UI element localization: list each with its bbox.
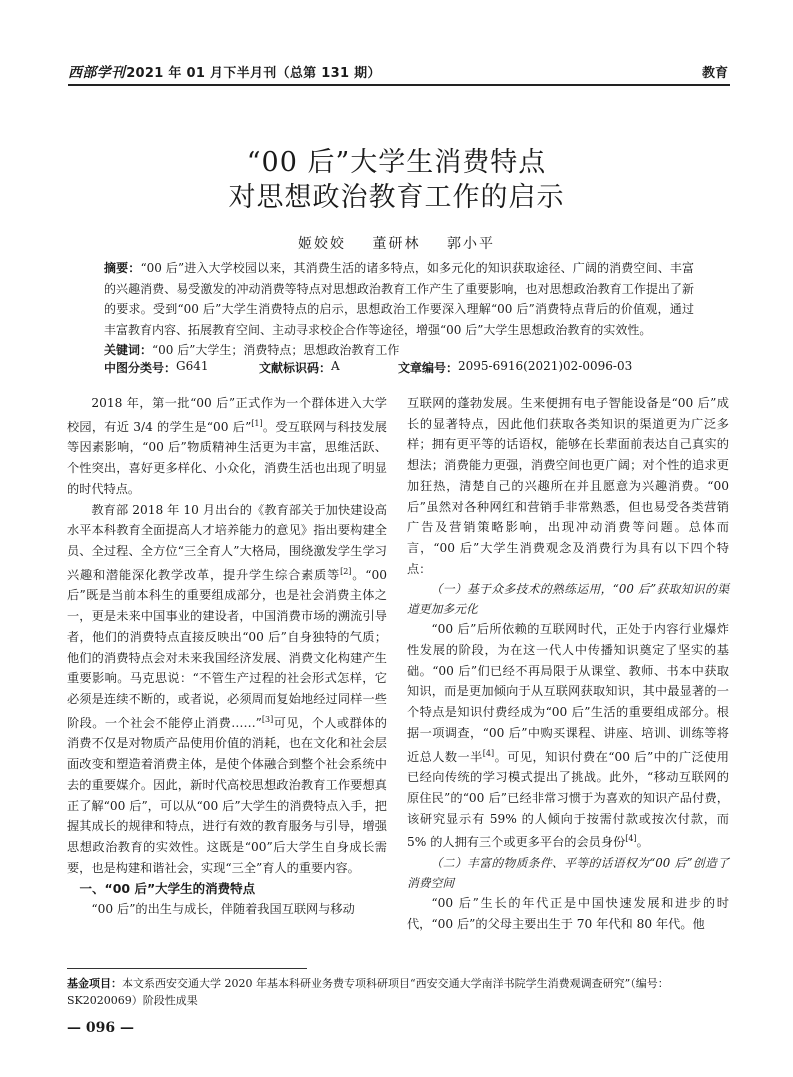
text-run: “00 后”后所依赖的互联网时代，正处于内容行业爆炸性发展的阶段，为在这一代人中传播知识奠定了坚实的基础。“00 后”们已经不再局限于从课堂、教师、书本中获取知识，而是更加倾向于从互联网获取知识，其中最显著的一个特点是知识付费经成为“00 后”生活的重要组成部分。根据一项调查，“00 后”中购买课程、讲座、培训、训练等将近总人数一半 — [407, 622, 729, 764]
paragraph — [67, 393, 387, 500]
paragraph — [67, 500, 387, 879]
keywords-text: “00 后”大学生；消费特点；思想政治教育工作 — [152, 343, 400, 357]
text-run: 。“00 后”既是当前本科生的重要组成部分，也是社会消费主体之一，更是未来中国事业的建设者，中国消费市场的溯流引导者，他们的消费特点直接反映出“00 后”自身独特的气质；他们的消费特点会对未来我国经济发展、消费文化构建产生重要影响。马克思说：“不管生产过程的社会形式怎样，它必须是连续不断的，或者说，必须周而复始地经过同样一些阶段。一个社会不能停止消费……” — [67, 567, 387, 730]
footnote-text: 本文系西安交通大学 2020 年基本科研业务费专项科研项目“西安交通大学南洋书院学生消费观调查研究”（编号：SK2020069）阶段性成果 — [67, 977, 669, 1007]
article-no-value: 2095-6916(2021)02-0096-03 — [458, 359, 633, 373]
article-no — [398, 359, 633, 376]
keywords-label: 关键词： — [104, 343, 153, 357]
abstract — [104, 258, 694, 340]
clc — [104, 359, 209, 376]
citation: [4] — [625, 834, 637, 844]
right-column — [407, 393, 729, 935]
citation: [1] — [251, 418, 263, 428]
abstract-text: “00 后”进入大学校园以来，其消费生活的诸多特点，如多元化的知识获取途径、广阔的消费空间、丰富的兴趣消费、易受激发的冲动消费等特点对思想政治教育工作产生了重要影响，也对思想政治教育工作提出了新的要求。受到“00 后”大学生消费特点的启示，思想政治工作要深入理解“00 后”消费特点背后的价值观，通过丰富教育内容、拓展教育空间、主动寻求校企合作等途径，增强“00 后”大学生思想政治教育的实效性。 — [104, 261, 694, 337]
paragraph — [407, 619, 729, 853]
running-header — [68, 62, 728, 82]
footnote-rule — [67, 968, 307, 969]
text-run: 。 — [636, 835, 649, 850]
clc-value: G641 — [176, 359, 209, 373]
keywords — [104, 340, 694, 361]
paragraph: “00 后”生长的年代正是中国快速发展和进步的时代，“00 后”的父母主要出生于 70 年代和 80 年代。他 — [407, 896, 729, 931]
citation: [2] — [340, 566, 352, 576]
section-heading: 一、“00 后”大学生的消费特点 — [79, 881, 256, 897]
footnote — [67, 975, 729, 1009]
abstract-label: 摘要： — [104, 261, 141, 275]
journal-logo: 西部学刊 — [68, 65, 126, 81]
doc-code-label: 文献标识码： — [259, 361, 332, 375]
doc-code-value: A — [331, 359, 340, 373]
header-rule — [68, 84, 730, 86]
text-run: 2018 年，第一批“00 后”正式作为一个群体进入大学校园，有近 3/4 的学生是“00 后” — [67, 396, 387, 434]
journal-issue-text: 2021 年 01 月下半月刊（总第 131 期） — [126, 66, 381, 81]
journal-issue — [68, 62, 381, 82]
subsection-heading: （二）丰富的物质条件、平等的话语权为“00 后”创造了消费空间 — [407, 856, 729, 891]
paragraph: 互联网的蓬勃发展。生来便拥有电子智能设备是“00 后”成长的显著特点，因此他们获取各类知识的渠道更为广泛多样；拥有更平等的话语权，能够在长辈面前表达自己真实的想法；消费能力更强，消费空间也更广阔；对个性的追求更加狂热，清楚自己的兴趣所在并且愿意为兴趣消费。“00 后”虽然对各种网红和营销手非常熟悉，但也易受各类营销广告及营销策略影响，出现冲动消费等问题。总体而言，“00 后”大学生消费观念及消费行为具有以下四个特点： — [407, 396, 729, 576]
left-column — [67, 393, 387, 920]
subsection-heading: （一）基于众多技术的熟练运用，“00 后”获取知识的渠道更加多元化 — [407, 582, 729, 617]
authors: 姬姣姣 董研林 郭小平 — [298, 236, 495, 252]
text-run: 教育部 2018 年 10 月出台的《教育部关于加快建设高水平本科教育全面提高人才培养能力的意见》指出要构建全员、全过程、全方位“三全育人”大格局，围绕激发学生学习兴趣和潜能深化教学改革，提升学生综合素质等 — [67, 502, 387, 582]
article-title-line2: 对思想政治教育工作的启示 — [228, 182, 565, 213]
article-no-label: 文章编号： — [398, 361, 459, 375]
text-run: 。受互联网与科技发展等因素影响，“00 后”物质精神生活更为丰富，思维活跃、个性突出，喜好更多样化、小众化，消费生活也出现了明显的时代特点。 — [67, 419, 387, 496]
doc-code — [259, 359, 340, 376]
text-run: 。可见，知识付费在“00 后”中的广泛使用已经向传统的学习模式提出了挑战。此外，“移动互联网的原住民”的“00 后”已经非常习惯于为喜欢的知识产品付费，该研究显示有 59% 的人倾向于按需付款或按次付款，而 5% 的人拥有三个或更多平台的会员身份 — [407, 749, 729, 850]
citation: [4] — [482, 748, 495, 758]
article-title-line1: “00 后”大学生消费特点 — [246, 147, 547, 178]
text-run: 可见，个人或群体的消费不仅是对物质产品使用价值的消耗，也在文化和社会层面改变和塑造着消费主体，是使个体融合到整个社会系统中去的重要媒介。因此，新时代高校思想政治教育工作要想真正了解“00 后”，可以从“00 后”大学生的消费特点入手，把握其成长的规律和特点，进行有效的教育服务与引导，增强思想政治教育的实效性。这既是“00”后大学生自身成长需要，也是构建和谐社会，实现“三全”育人的重要内容。 — [67, 715, 387, 875]
section-tag: 教育 — [701, 66, 728, 81]
abstract-block — [104, 258, 694, 361]
paragraph: “00 后”的出生与成长，伴随着我国互联网与移动 — [91, 902, 355, 917]
clc-label: 中图分类号： — [104, 361, 177, 375]
citation: [3] — [261, 714, 274, 724]
page-number: — 096 — — [67, 1020, 134, 1036]
footnote-label: 基金项目： — [67, 977, 122, 990]
